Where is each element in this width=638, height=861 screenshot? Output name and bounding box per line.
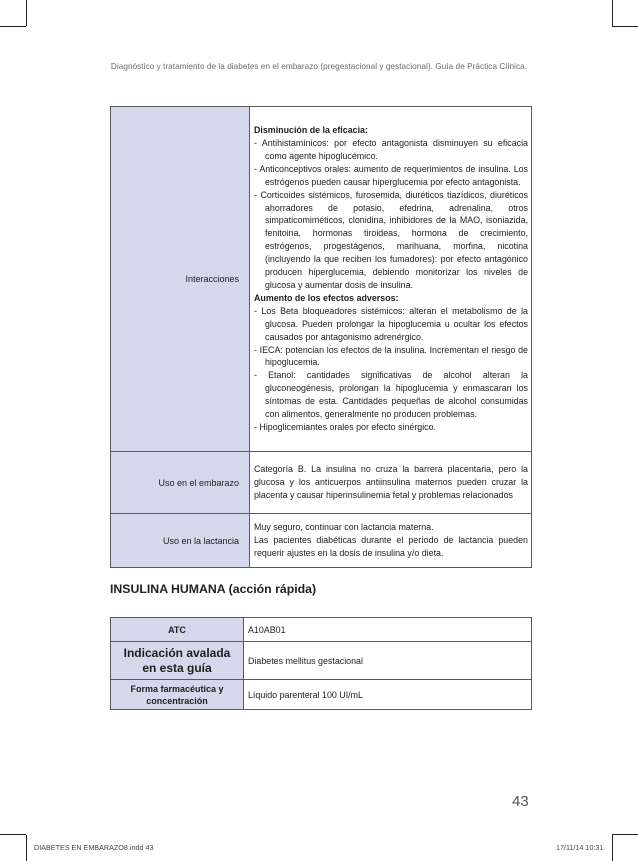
crop-mark-top-right-v [612,0,613,26]
atc-value: A10AB01 [244,618,532,642]
interacciones-label: Interacciones [111,107,250,452]
adverse-title: Aumento de los efectos adversos: [254,292,399,303]
lactancia-line: Muy seguro, continuar con lactancia materna. [254,522,434,533]
adverse-item: - Etanol: cantidades significativas de alcohol alteran la gluconeogénesis, prolongan la hipoglucemia y enmascaran los síntomas de esta. Cantidades pequeñas de alcohol consumidas con alimentos, generalmente no producen problemas. [254,370,528,420]
row-embarazo [111,452,532,514]
efficacy-item: - Antihistamínicos: por efecto antagonista disminuyen su eficacia como agente hipoglucémico. [254,138,528,161]
drug-info-table [110,106,532,568]
atc-label: ATC [111,618,244,642]
efficacy-item: - Corticoides sistémicos, furosemida, diuréticos tiazídicos, diuréticos ahorradores de potasio, efedrina, adrenalina, otros simpaticomiméticos, clonidina, inhibidores de la MAO, isoniazida, fenitoina, hormonas tiroideas, hormona de crecimiento, estrógenos, progestágenos, marihuana, morfina, nicotina (incluyendo la que reciben los fumadores): por efecto antagónico producen hiperglucemia, debiendo monitorizar los niveles de glucosa y aumentar dosis de insulina. [254,189,528,290]
crop-mark-bottom-right-v [612,835,613,861]
page-number: 43 [512,793,529,810]
embarazo-label: Uso en el embarazo [111,452,250,514]
footer-timestamp: 17/11/14 10:31 [556,843,604,852]
adverse-item: - Hipoglicemiantes orales por efecto sinérgico. [254,421,437,432]
footer-file-name: DIABETES EN EMBARAZO8.indd 43 [34,843,154,852]
lactancia-line: Las pacientes diabéticas durante el período de lactancia pueden requerir ajustes en la dosis de insulina y/o dieta. [254,535,528,558]
insulin-table [110,617,532,710]
adverse-item: - IECA: potencian los efectos de la insulina. Incrementan el riesgo de hipoglucemia. [254,344,528,368]
crop-mark-top-left-v [26,0,27,26]
lactancia-content [250,514,532,568]
lactancia-label: Uso en la lactancia [111,514,250,568]
crop-mark-top-left-h [0,26,26,27]
running-header: Diagnóstico y tratamiento de la diabetes en el embarazo (pregestacional y gestacional). Guía de Práctica Clínica. [110,62,528,71]
indication-value: Diabetes mellitus gestacional [244,642,532,680]
form-label: Forma farmacéutica y concentración [111,680,244,710]
crop-mark-bottom-right-h [612,834,638,835]
indication-label: Indicación avalada en esta guía [111,642,244,680]
section-title: INSULINA HUMANA (acción rápida) [110,582,317,596]
row-lactancia [111,514,532,568]
crop-mark-bottom-left-v [26,835,27,861]
row-forma [111,680,532,710]
row-interacciones [111,107,532,452]
row-atc [111,618,532,642]
efficacy-item: - Anticonceptivos orales: aumento de requerimientos de insulina. Los estrógenos pueden causar hiperglucemia por efecto antagonista. [254,163,528,187]
form-value: Líquido parenteral 100 UI/mL [244,680,532,710]
efficacy-title: Disminución de la eficacia: [254,125,368,136]
row-indicacion [111,642,532,680]
crop-mark-bottom-left-h [0,834,26,835]
interacciones-content [250,107,532,452]
embarazo-content: Categoría B. La insulina no cruza la barrera placentaria, pero la glucosa y los anticuerpos antiinsulina maternos pueden cruzar la placenta y causar hiperinsulinemia fetal y problemas relacionados [250,452,532,514]
crop-mark-top-right-h [612,26,638,27]
adverse-item: - Los Beta bloqueadores sistémicos: alteran el metabolismo de la glucosa. Pueden prolongar la hipoglucemia u ocultar los efectos causados por antagonismo adrenérgico. [254,305,528,342]
